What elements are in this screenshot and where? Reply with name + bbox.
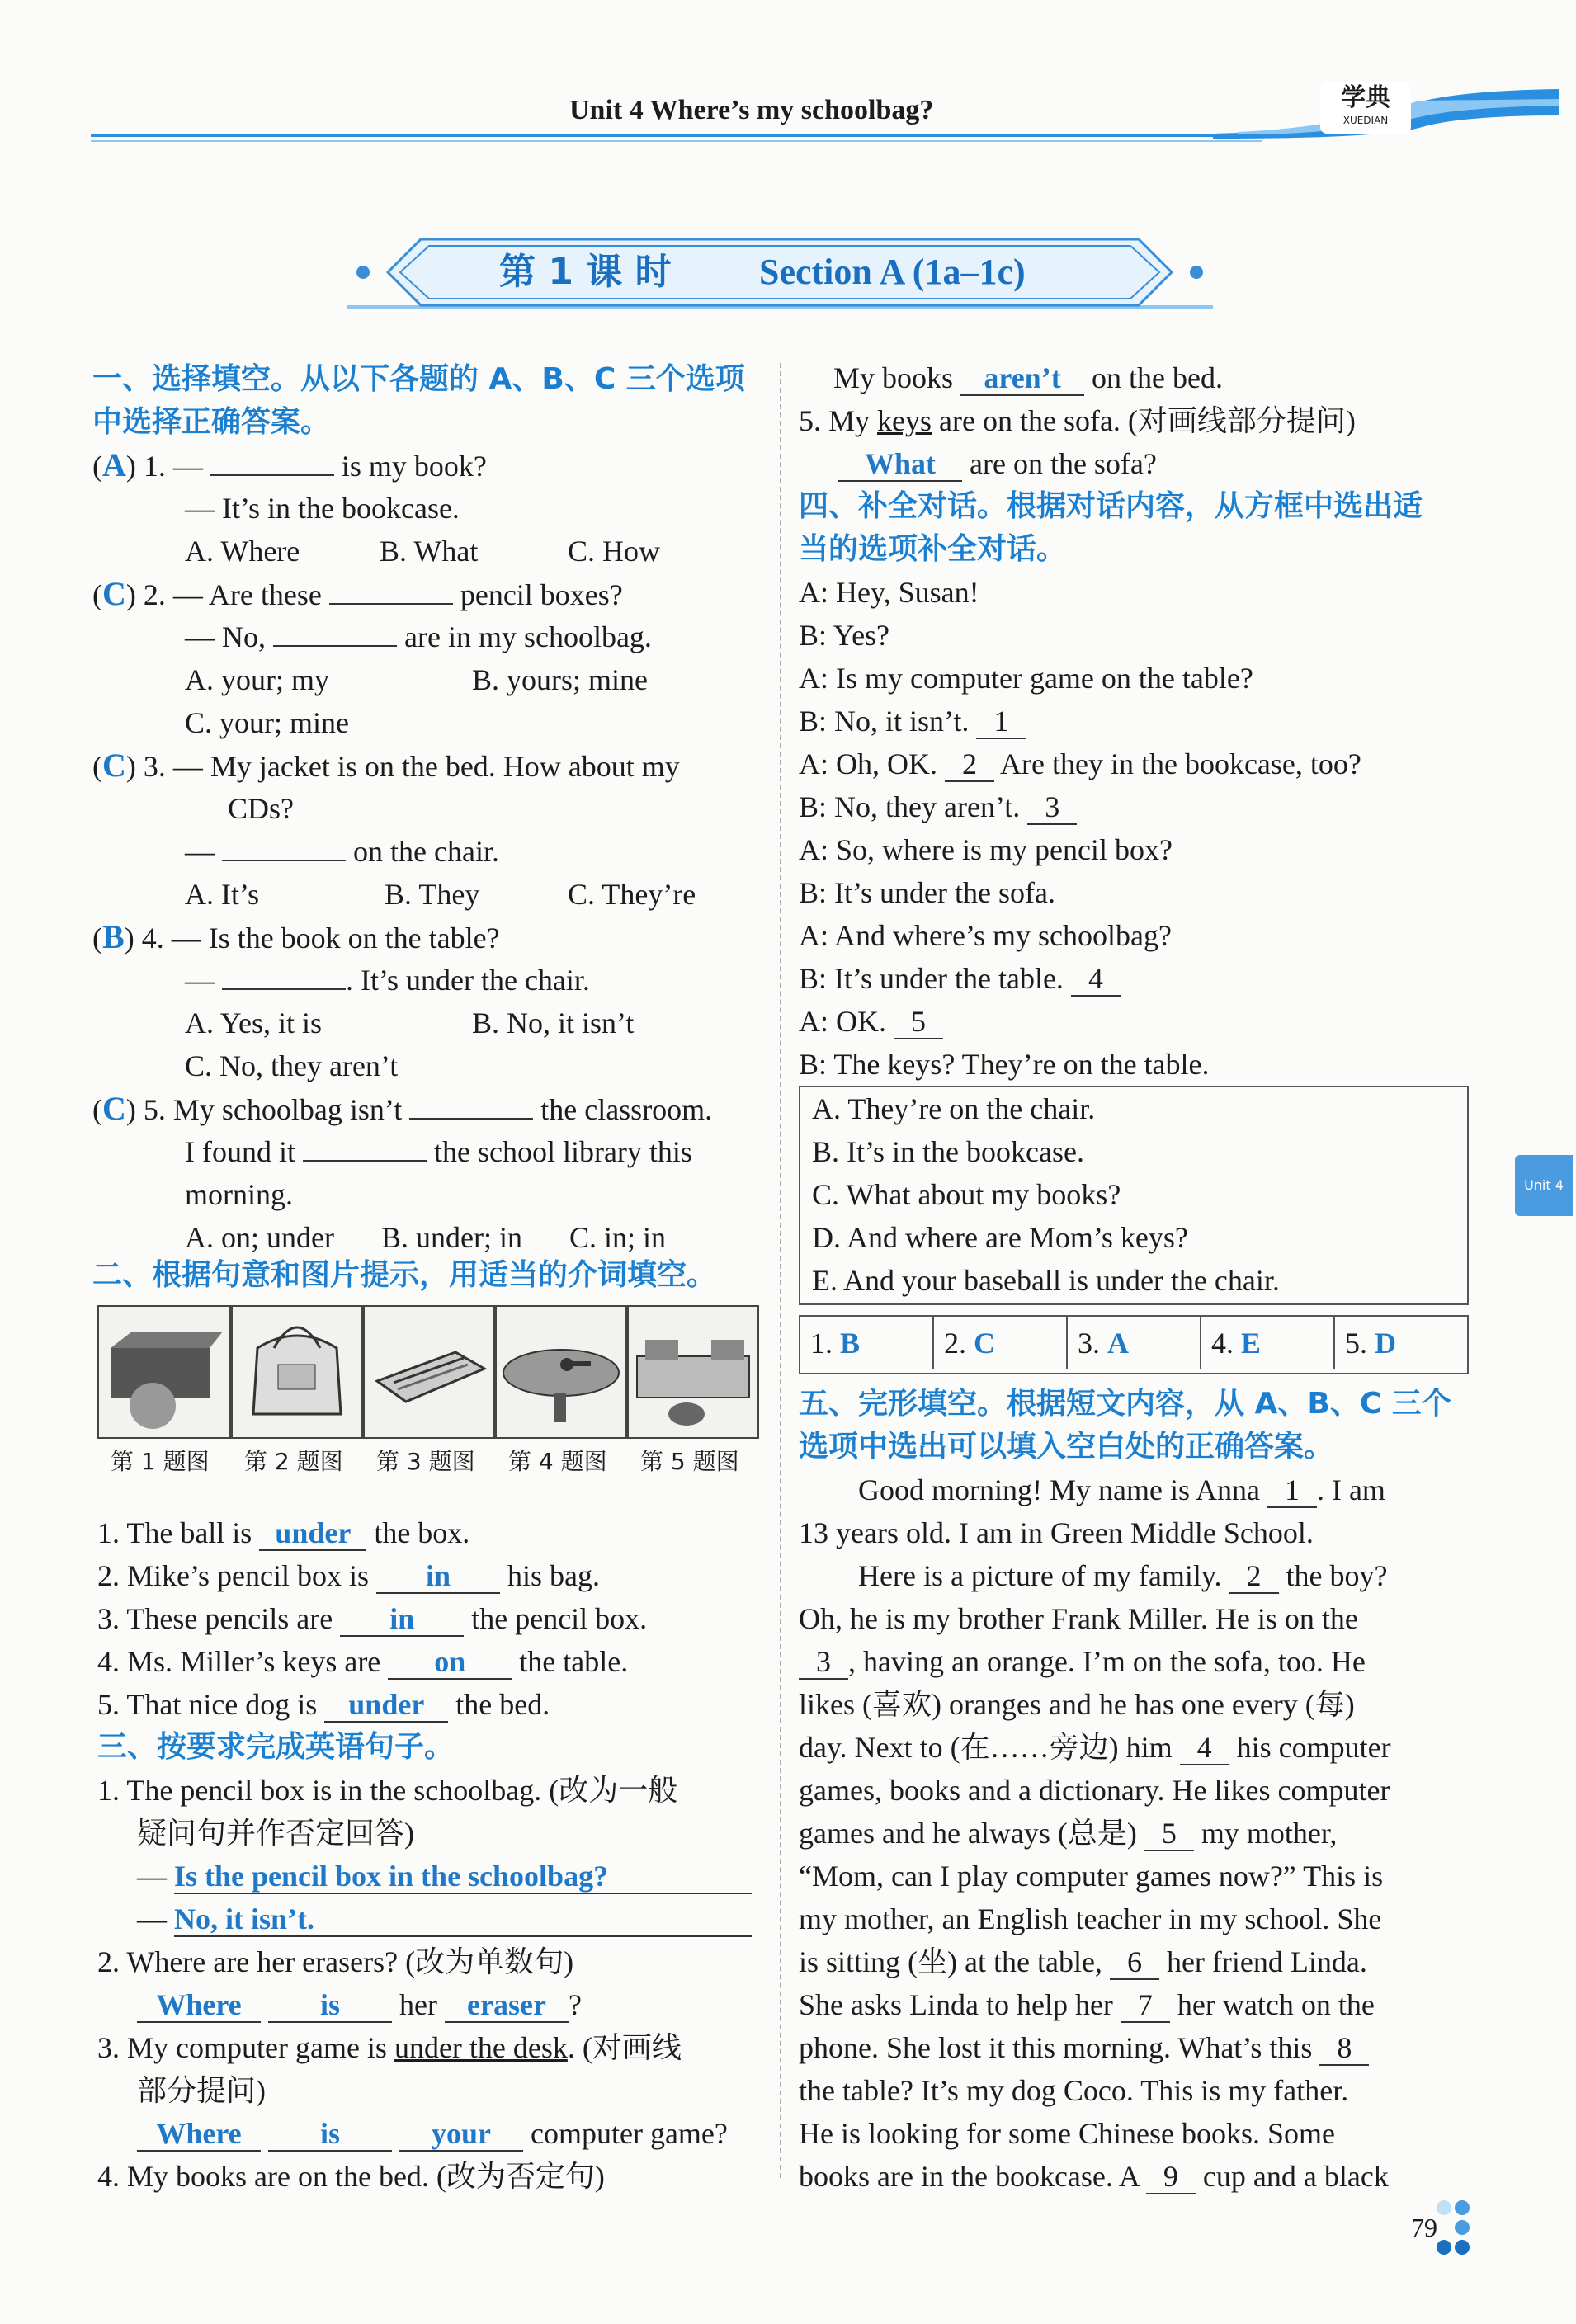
- q5-opt-b: B. under; in: [381, 1221, 522, 1254]
- q5-blank2[interactable]: [303, 1160, 427, 1162]
- cloze-blank-2[interactable]: 2: [1229, 1559, 1279, 1594]
- cloze-line-2: 13 years old. I am in Green Middle School.: [799, 1516, 1314, 1549]
- p2-answer-3[interactable]: in: [340, 1602, 464, 1637]
- cloze-line-1: Good morning! My name is Anna 1 . I am: [858, 1473, 1385, 1506]
- lesson-cn-title: 第 1 课 时: [499, 251, 672, 293]
- q1-opt-b: B. What: [380, 535, 479, 568]
- p2-item-5: 5. That nice dog is under the bed.: [97, 1688, 550, 1721]
- p3-q4-answer: My books aren’t on the bed.: [833, 361, 1223, 394]
- dialog-line-10: B: It’s under the table. 4: [799, 957, 1121, 1000]
- p2-answer-1[interactable]: under: [259, 1516, 366, 1551]
- p2-item-4: 4. Ms. Miller’s keys are on the table.: [97, 1645, 629, 1678]
- q3-opt-c: C. They’re: [568, 878, 696, 911]
- pic-label-1: 第 1 题图: [111, 1448, 210, 1475]
- q5-line1: (C) 5. My schoolbag isn’t the classroom.: [92, 1090, 713, 1127]
- part4-heading-l1: 四、补全对话。根据对话内容，从方框中选出适: [799, 489, 1423, 523]
- q4-answer: B: [102, 918, 125, 955]
- q1-line2: — It’s in the bookcase.: [185, 492, 460, 525]
- answer-table: [799, 1315, 1469, 1374]
- cloze-line-6: likes (喜欢) oranges and he has one every (每): [799, 1688, 1355, 1721]
- lesson-section: Section A (1a–1c): [759, 252, 1026, 292]
- part2-heading: 二、根据句意和图片提示，用适当的介词填空。: [92, 1258, 717, 1292]
- cloze-line-3: Here is a picture of my family. 2 the boy?: [858, 1559, 1388, 1592]
- part5-heading-l1: 五、完形填空。根据短文内容，从 A、B、C 三个: [799, 1387, 1451, 1421]
- q1-text: is my book?: [341, 450, 487, 483]
- cloze-line-13: She asks Linda to help her 7 her watch on the: [799, 1988, 1375, 2021]
- q4-opt-a: A. Yes, it is: [185, 1006, 323, 1039]
- q3-opt-a: A. It’s: [185, 878, 259, 911]
- cloze-line-12: is sitting (坐) at the table, 6 her friend Linda.: [799, 1945, 1367, 1978]
- page-number-dots-icon: [1427, 2196, 1477, 2270]
- q2-line2: — No, are in my schoolbag.: [185, 620, 652, 653]
- q2-opt-b: B. yours; mine: [472, 663, 648, 696]
- cloze-blank-5[interactable]: 5: [1144, 1817, 1194, 1851]
- cloze-blank-7[interactable]: 7: [1121, 1988, 1170, 2023]
- p3-q5-answer: What are on the sofa?: [838, 442, 1157, 485]
- p2-item-3: 3. These pencils are in the pencil box.: [97, 1602, 648, 1635]
- picture-4-table-keys: [495, 1305, 627, 1439]
- q5-opt-c: C. in; in: [569, 1221, 667, 1254]
- p3-q3-blank2[interactable]: is: [268, 2117, 392, 2152]
- cloze-blank-6[interactable]: 6: [1110, 1945, 1159, 1980]
- pic-label-4: 第 4 题图: [508, 1448, 607, 1475]
- part1-heading-l2: 中选择正确答案。: [92, 405, 331, 439]
- dialog-blank-3[interactable]: 3: [1027, 790, 1077, 825]
- options-box: [799, 1086, 1469, 1305]
- dialog-line-12: B: The keys? They’re on the table.: [799, 1048, 1210, 1081]
- part5-heading-l2: 选项中选出可以填入空白处的正确答案。: [799, 1430, 1334, 1464]
- page-number: 79: [1411, 2213, 1437, 2242]
- p3-q2-blank2[interactable]: is: [268, 1988, 392, 2023]
- side-unit-tab[interactable]: [1515, 1155, 1573, 1216]
- dialog-line-1: A: Hey, Susan!: [799, 576, 979, 609]
- q3-answer: C: [102, 747, 126, 784]
- answer-cell-4: 4. E: [1201, 1317, 1335, 1369]
- cloze-line-10: “Mom, can I play computer games now?” This is: [799, 1860, 1384, 1893]
- q2-blank2[interactable]: [273, 645, 397, 647]
- p2-answer-2[interactable]: in: [376, 1559, 500, 1594]
- cloze-line-16: He is looking for some Chinese books. Some: [799, 2117, 1335, 2150]
- cloze-blank-4[interactable]: 4: [1180, 1731, 1229, 1765]
- q1-opt-a: A. Where: [185, 535, 300, 568]
- p3-q3-blank3[interactable]: your: [399, 2117, 523, 2152]
- side-tab-label: Unit 4: [1524, 1177, 1564, 1193]
- q1-num: 1. —: [143, 450, 203, 483]
- pic-label-5: 第 5 题图: [640, 1448, 739, 1475]
- cloze-blank-1[interactable]: 1: [1267, 1473, 1317, 1508]
- q2-opt-a: A. your; my: [185, 663, 329, 696]
- q5-opt-a: A. on; under: [185, 1221, 334, 1254]
- picture-3-pencil-box: [363, 1305, 495, 1439]
- part1-heading-l1: 一、选择填空。从以下各题的 A、B、C 三个选项: [92, 362, 745, 396]
- answer-cell-3: 3. A: [1068, 1317, 1201, 1369]
- part3-heading: 三、按要求完成英语句子。: [97, 1730, 455, 1764]
- brand-logo: [1320, 82, 1411, 134]
- cloze-line-14: phone. She lost it this morning. What’s this 8: [799, 2026, 1369, 2069]
- unit-title: Unit 4 Where’s my schoolbag?: [569, 95, 934, 125]
- p2-answer-5[interactable]: under: [324, 1688, 448, 1723]
- dialog-blank-5[interactable]: 5: [894, 1005, 943, 1039]
- cloze-line-9: games and he always (总是) 5 my mother,: [799, 1817, 1338, 1850]
- dialog-blank-2[interactable]: 2: [945, 747, 994, 782]
- answer-cell-2: 2. C: [934, 1317, 1068, 1369]
- picture-1-box-ball: [97, 1305, 231, 1439]
- p3-q1-answer2[interactable]: No, it isn’t.: [174, 1902, 752, 1937]
- dialog-blank-1[interactable]: 1: [976, 705, 1026, 739]
- q4-blank[interactable]: [222, 988, 346, 990]
- cloze-line-15: the table? It’s my dog Coco. This is my father.: [799, 2074, 1349, 2107]
- q2-line1: (C) 2. — Are these pencil boxes?: [92, 575, 623, 612]
- p3-q1-a2: — No, it isn’t.: [137, 1897, 752, 1940]
- brand-logo-en: XUEDIAN: [1342, 115, 1389, 126]
- q5-line3: morning.: [185, 1178, 293, 1211]
- q2-answer: C: [102, 575, 126, 612]
- p2-answer-4[interactable]: on: [388, 1645, 512, 1680]
- p3-q3-l1: 3. My computer game is under the desk. (对画线: [97, 2031, 682, 2064]
- q4-line1: (B) 4. — Is the book on the table?: [92, 918, 500, 955]
- cloze-blank-3[interactable]: 3: [799, 1645, 848, 1680]
- dialog-line-3: A: Is my computer game on the table?: [799, 662, 1253, 695]
- p3-q1-a1: — Is the pencil box in the schoolbag?: [137, 1855, 752, 1897]
- picture-5-bed-dog: [627, 1305, 759, 1439]
- q3-line3: — on the chair.: [185, 835, 499, 868]
- part4-heading-l2: 当的选项补全对话。: [799, 532, 1067, 566]
- q5-line2: I found it the school library this: [185, 1135, 692, 1168]
- cloze-line-8: games, books and a dictionary. He likes computer: [799, 1774, 1390, 1807]
- p3-q2: 2. Where are her erasers? (改为单数句): [97, 1945, 574, 1978]
- column-divider: [780, 363, 781, 2178]
- p3-q3-answer: Where is your computer game?: [137, 2112, 728, 2155]
- q1-opt-c: C. How: [568, 535, 661, 568]
- dialog-line-7: A: So, where is my pencil box?: [799, 833, 1173, 866]
- q3-line1: (C) 3. — My jacket is on the bed. How about my: [92, 747, 680, 784]
- brand-logo-cn: 学典: [1341, 83, 1390, 112]
- q2-blank1[interactable]: [329, 603, 453, 605]
- q1-blank[interactable]: [210, 474, 334, 476]
- p3-q2-blank1[interactable]: Where: [137, 1988, 261, 2023]
- q2-opt-c: C. your; mine: [185, 706, 349, 739]
- pic-label-3: 第 3 题图: [376, 1448, 475, 1475]
- q3-blank[interactable]: [222, 860, 346, 861]
- cloze-line-7: day. Next to (在……旁边) him 4 his computer: [799, 1731, 1391, 1764]
- header-bar: [91, 82, 1460, 140]
- option-e: E. And your baseball is under the chair.: [812, 1264, 1280, 1297]
- p3-q2-answer: Where is her eraser ?: [137, 1983, 582, 2026]
- option-c: C. What about my books?: [812, 1178, 1121, 1211]
- p3-q4: 4. My books are on the bed. (改为否定句): [97, 2160, 605, 2193]
- q1-line1: (A) 1. — is my book?: [92, 446, 487, 483]
- cloze-line-5: 3 , having an orange. I’m on the sofa, too. He: [799, 1640, 1366, 1683]
- p3-q3-l2: 部分提问): [137, 2074, 266, 2107]
- answer-cell-5: 5. D: [1345, 1327, 1396, 1360]
- q5-answer: C: [102, 1090, 126, 1127]
- dialog-line-4: B: No, it isn’t. 1: [799, 700, 1026, 742]
- p3-q2-blank3[interactable]: eraser: [445, 1988, 569, 2023]
- dialog-line-5: A: Oh, OK. 2 Are they in the bookcase, too?: [799, 747, 1361, 780]
- p3-q3-blank1[interactable]: Where: [137, 2117, 261, 2152]
- p3-q5-blank[interactable]: What: [838, 447, 962, 482]
- header-rule: [91, 134, 1262, 137]
- p3-q1-l1: 1. The pencil box is in the schoolbag. (改为一般: [97, 1774, 678, 1807]
- dialog-line-6: B: No, they aren’t. 3: [799, 785, 1077, 828]
- p3-q5: 5. My keys are on the sofa. (对画线部分提问): [799, 404, 1356, 437]
- q4-line2: — . It’s under the chair.: [185, 964, 590, 997]
- picture-2-bag: [231, 1305, 363, 1439]
- dialog-line-11: A: OK. 5: [799, 1000, 943, 1043]
- pic-label-2: 第 2 题图: [244, 1448, 343, 1475]
- option-a: A. They’re on the chair.: [812, 1092, 1096, 1125]
- q3-line2: CDs?: [228, 792, 294, 825]
- p3-q1-answer1[interactable]: Is the pencil box in the schoolbag?: [174, 1860, 752, 1894]
- p2-item-1: 1. The ball is under the box.: [97, 1516, 470, 1549]
- answer-cell-1: 1. B: [800, 1317, 934, 1369]
- cloze-blank-9[interactable]: 9: [1146, 2160, 1196, 2194]
- dialog-line-2: B: Yes?: [799, 619, 890, 652]
- q4-opt-b: B. No, it isn’t: [472, 1006, 635, 1039]
- option-d: D. And where are Mom’s keys?: [812, 1221, 1188, 1254]
- p3-q1-l2: 疑问句并作否定回答): [137, 1817, 414, 1850]
- option-b: B. It’s in the bookcase.: [812, 1135, 1084, 1168]
- p2-item-2: 2. Mike’s pencil box is in his bag.: [97, 1559, 600, 1592]
- q5-blank1[interactable]: [409, 1118, 533, 1120]
- cloze-line-4: Oh, he is my brother Frank Miller. He is on the: [799, 1602, 1358, 1635]
- cloze-line-11: my mother, an English teacher in my school. She: [799, 1902, 1382, 1935]
- q1-answer: A: [102, 446, 126, 483]
- lesson-banner: [347, 223, 1213, 322]
- header-rule-thin: [91, 140, 1262, 142]
- dialog-line-9: A: And where’s my schoolbag?: [799, 919, 1172, 952]
- cloze-line-17: books are in the bookcase. A 9 cup and a black: [799, 2160, 1389, 2193]
- q3-opt-b: B. They: [385, 878, 480, 911]
- dialog-blank-4[interactable]: 4: [1071, 962, 1121, 997]
- p3-q4-blank[interactable]: aren’t: [960, 361, 1084, 396]
- dialog-line-8: B: It’s under the sofa.: [799, 876, 1055, 909]
- cloze-blank-8[interactable]: 8: [1319, 2031, 1369, 2066]
- q4-opt-c: C. No, they aren’t: [185, 1049, 399, 1082]
